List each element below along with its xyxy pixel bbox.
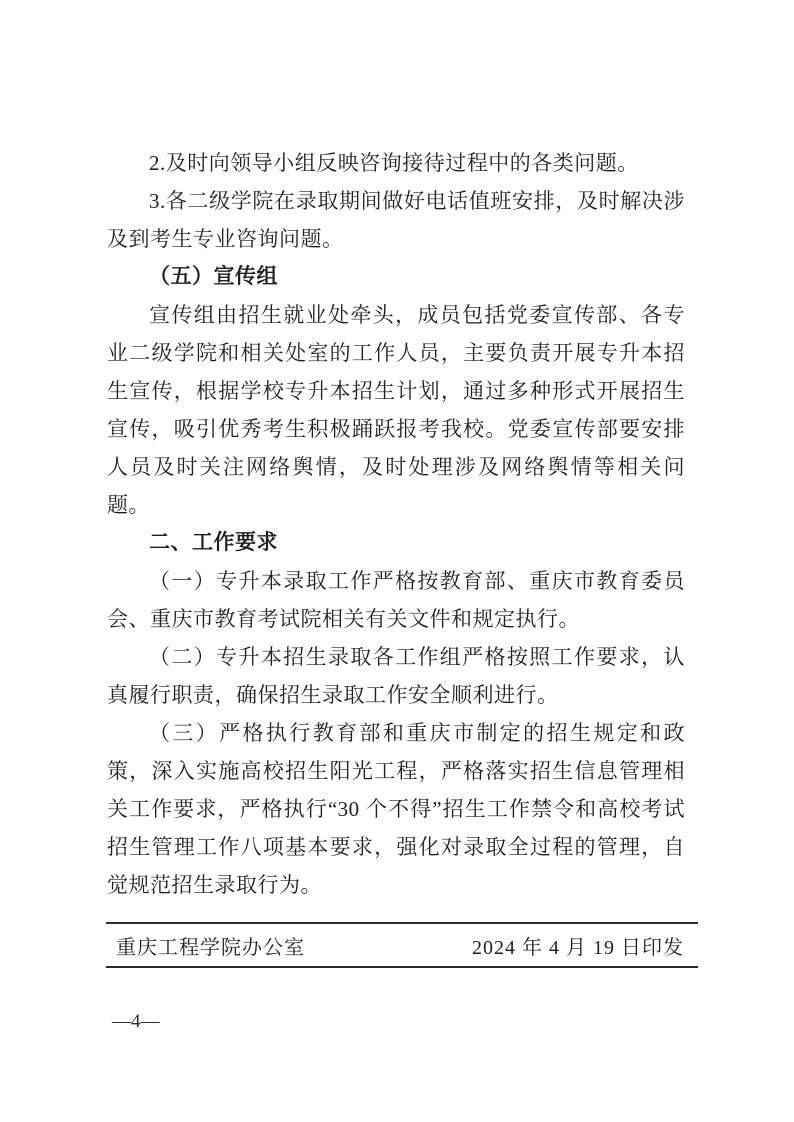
- body-paragraph: （二）专升本招生录取各工作组严格按照工作要求，认真履行职责，确保招生录取工作安全顺利进行。: [107, 645, 685, 707]
- body-paragraph: 宣传组由招生就业处牵头，成员包括党委宣传部、各专业二级学院和相关处室的工作人员，主要负责开展专升本招生宣传，根据学校专升本招生计划，通过多种形式开展招生宣传，吸引优秀考生积极踊跃报考我校。党委宣传部要安排人员及时关注网络舆情，及时处理涉及网络舆情等相关问题。: [107, 303, 685, 517]
- body-paragraph: 3.各二级学院在录取期间做好电话值班安排，及时解决涉及到考生专业咨询问题。: [107, 189, 685, 251]
- document-body: [107, 144, 685, 904]
- body-paragraph: （一）专升本录取工作严格按教育部、重庆市教育委员会、重庆市教育考试院相关有关文件和规定执行。: [107, 569, 685, 631]
- section-heading-publicity-group: （五）宣传组: [149, 265, 278, 288]
- issuing-office-label: 重庆工程学院办公室: [116, 936, 305, 959]
- print-date-label: 2024 年 4 月 19 日印发: [472, 936, 684, 959]
- body-paragraph: 2.及时向领导小组反映咨询接待过程中的各类问题。: [149, 151, 639, 175]
- colophon-block: [106, 922, 698, 968]
- page-number: —4—: [112, 1011, 160, 1032]
- body-paragraph: （三）严格执行教育部和重庆市制定的招生规定和政策，深入实施高校招生阳光工程，严格落实招生信息管理相关工作要求，严格执行“30 个不得”招生工作禁令和高校考试招生管理工作八项基本要求，强化对录取全过程的管理，自觉规范招生录取行为。: [107, 721, 685, 897]
- section-heading-work-requirements: 二、工作要求: [149, 531, 278, 554]
